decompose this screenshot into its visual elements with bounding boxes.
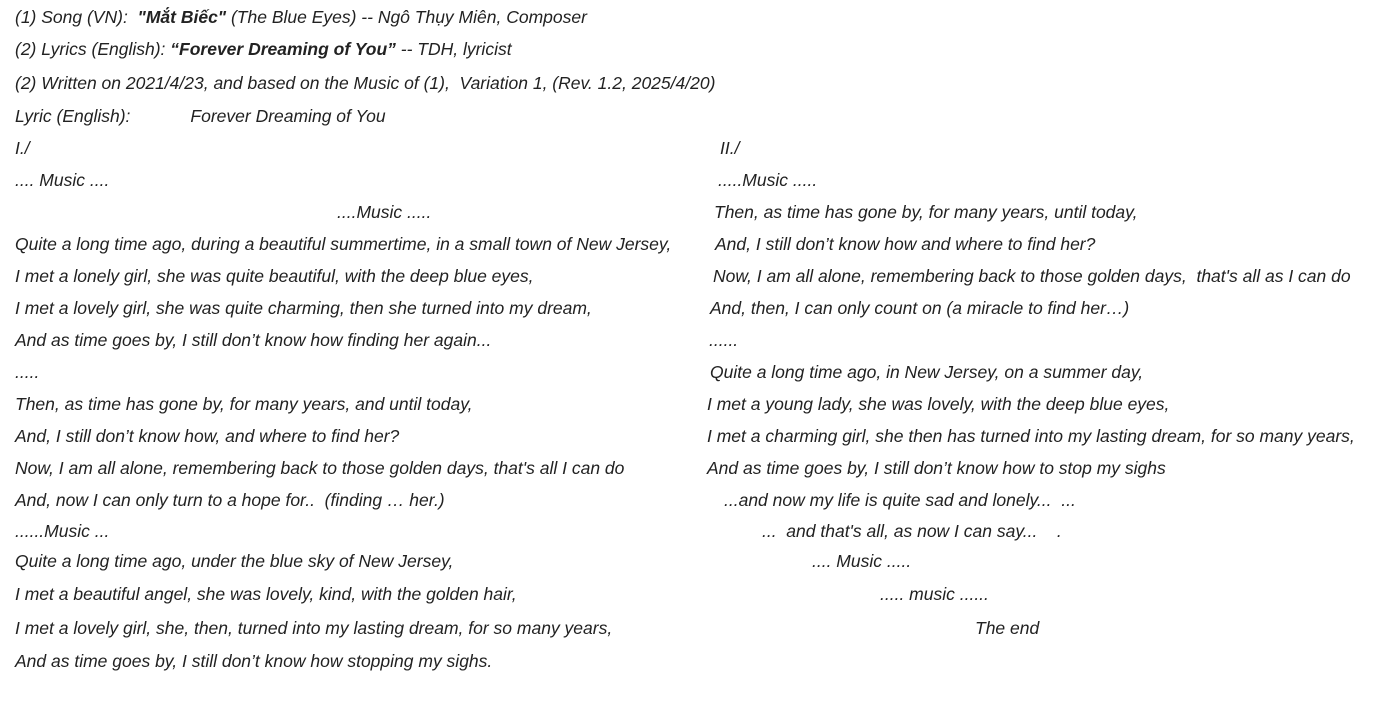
part2-heading: II./ bbox=[720, 138, 740, 158]
part1-line: I met a lonely girl, she was quite beautiful, with the deep blue eyes, bbox=[15, 266, 534, 286]
part1-line: Then, as time has gone by, for many years, and until today, bbox=[15, 394, 473, 414]
part2-line: ...... bbox=[709, 330, 739, 350]
part1-line: ....Music ..... bbox=[337, 202, 432, 222]
part1-line: And, I still don’t know how, and where to find her? bbox=[15, 426, 400, 446]
part1-line: And as time goes by, I still don’t know how stopping my sighs. bbox=[15, 651, 493, 671]
lyrics-credit-prefix: (2) Lyrics (English): bbox=[15, 39, 171, 59]
part2-line: ...and now my life is quite sad and lonely... ... bbox=[724, 490, 1076, 510]
part2-line: ..... music ...... bbox=[880, 584, 989, 604]
lyric-title-line bbox=[15, 106, 386, 126]
lyric-label: Lyric (English): bbox=[15, 106, 131, 126]
part2-line: Quite a long time ago, in New Jersey, on a summer day, bbox=[710, 362, 1144, 382]
lyrics-credit-line bbox=[15, 39, 512, 59]
lyrics-credit-rest: -- TDH, lyricist bbox=[395, 39, 512, 59]
part1-line: I met a lovely girl, she, then, turned into my lasting dream, for so many years, bbox=[15, 618, 613, 638]
part1-line: .... Music .... bbox=[15, 170, 110, 190]
part1-heading: I./ bbox=[15, 138, 30, 158]
song-credit-rest: (The Blue Eyes) -- Ngô Thụy Miên, Composer bbox=[226, 7, 587, 27]
song-credit-line bbox=[15, 7, 587, 27]
part1-line: And as time goes by, I still don’t know how finding her again... bbox=[15, 330, 492, 350]
part2-line: Now, I am all alone, remembering back to those golden days, that's all as I can do bbox=[713, 266, 1351, 286]
part2-line: Then, as time has gone by, for many years, until today, bbox=[714, 202, 1138, 222]
the-end: The end bbox=[975, 618, 1040, 638]
part1-line: And, now I can only turn to a hope for.. (finding … her.) bbox=[15, 490, 445, 510]
part2-line: And, then, I can only count on (a miracle to find her…) bbox=[710, 298, 1130, 318]
part1-line: ......Music ... bbox=[15, 521, 110, 541]
part1-line: Quite a long time ago, during a beautiful summertime, in a small town of New Jersey, bbox=[15, 234, 672, 254]
song-credit-prefix: (1) Song (VN): bbox=[15, 7, 138, 27]
lyric-title: Forever Dreaming of You bbox=[190, 106, 386, 126]
part1-line: ..... bbox=[15, 362, 40, 382]
part2-line: And as time goes by, I still don’t know how to stop my sighs bbox=[707, 458, 1166, 478]
part2-line: ... and that's all, as now I can say... . bbox=[762, 521, 1062, 541]
part2-line: .....Music ..... bbox=[718, 170, 818, 190]
part2-line: And, I still don’t know how and where to find her? bbox=[715, 234, 1096, 254]
part1-line: I met a beautiful angel, she was lovely, kind, with the golden hair, bbox=[15, 584, 517, 604]
part1-line: I met a lovely girl, she was quite charming, then she turned into my dream, bbox=[15, 298, 592, 318]
part2-line: I met a charming girl, she then has turned into my lasting dream, for so many years, bbox=[707, 426, 1355, 446]
part1-line: Now, I am all alone, remembering back to those golden days, that's all I can do bbox=[15, 458, 625, 478]
part2-line: .... Music ..... bbox=[812, 551, 912, 571]
part2-line: I met a young lady, she was lovely, with the deep blue eyes, bbox=[707, 394, 1170, 414]
part1-line: Quite a long time ago, under the blue sky of New Jersey, bbox=[15, 551, 454, 571]
lyrics-title: “Forever Dreaming of You” bbox=[170, 39, 396, 59]
song-title: "Mắt Biếc" bbox=[137, 7, 227, 27]
written-info-line: (2) Written on 2021/4/23, and based on the Music of (1), Variation 1, (Rev. 1.2, 2025/4/20) bbox=[15, 73, 716, 93]
